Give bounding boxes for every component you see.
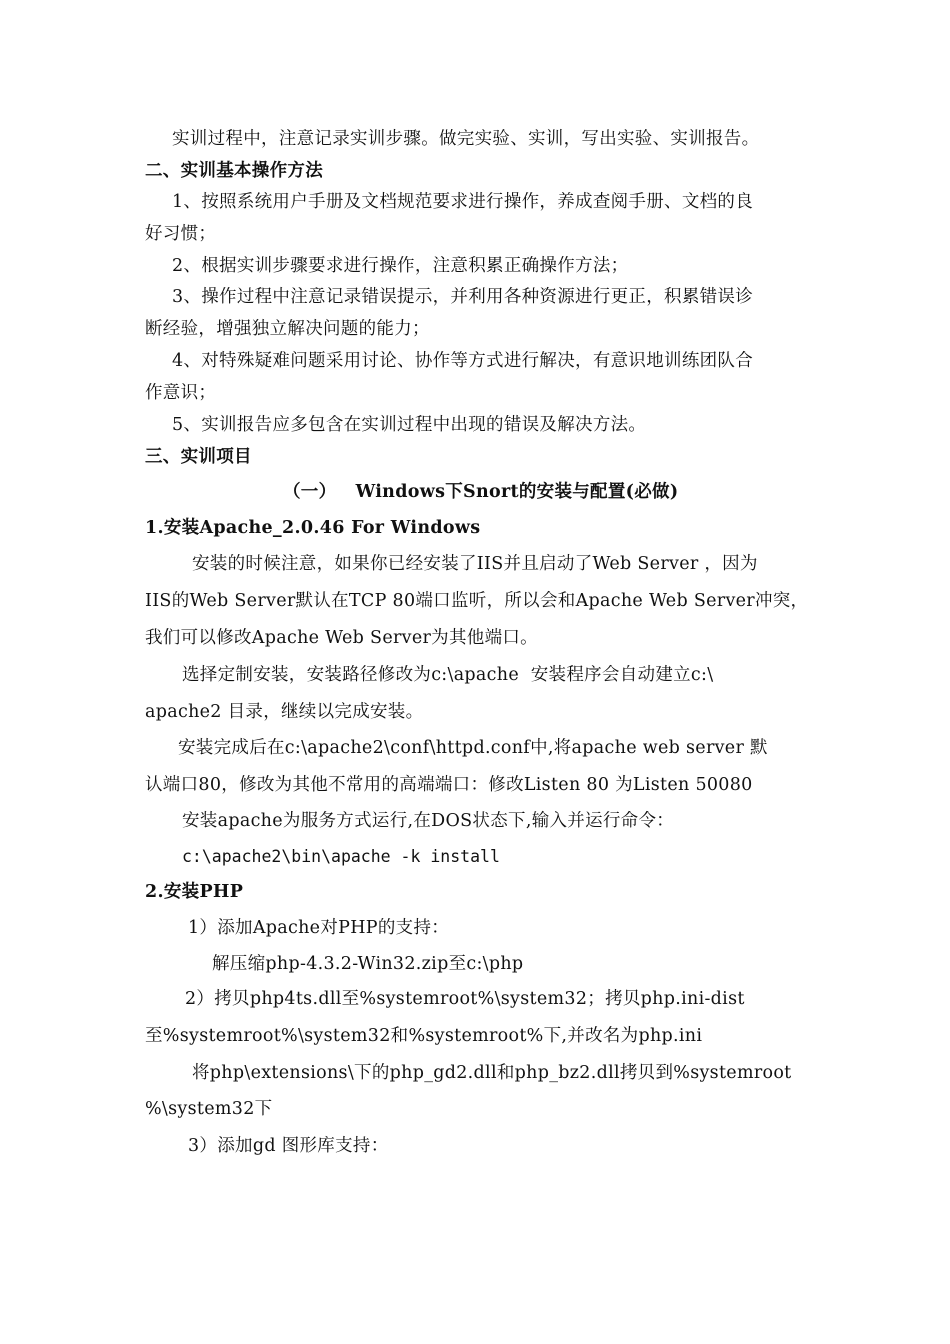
paragraph-line: %\system32下 — [145, 1099, 273, 1119]
paragraph-line: 认端口80，修改为其他不常用的高端端口：修改Listen 80 为Listen 50080 — [145, 775, 753, 795]
paragraph-line: 1）添加Apache对PHP的支持： — [188, 918, 450, 938]
paragraph-line: 安装完成后在c:\apache2\conf\httpd.conf中,将apache web server 默 — [178, 738, 768, 758]
list-item: 3、操作过程中注意记录错误提示，并利用各种资源进行更正，积累错误诊 — [172, 287, 754, 307]
list-item: 4、对特殊疑难问题采用讨论、协作等方式进行解决，有意识地训练团队合 — [172, 351, 754, 371]
paragraph-line: 2）拷贝php4ts.dll至%systemroot%\system32；拷贝php.ini-dist — [185, 989, 745, 1009]
list-item: 2、根据实训步骤要求进行操作，注意积累正确操作方法； — [172, 256, 629, 276]
subsection-title: （一） Windows下Snort的安装与配置(必做) — [283, 482, 679, 502]
paragraph-line: 安装apache为服务方式运行,在DOS状态下,输入并运行命令： — [182, 811, 675, 831]
list-item-continuation: 断经验，增强独立解决问题的能力； — [145, 319, 430, 339]
list-item: 1、按照系统用户手册及文档规范要求进行操作，养成查阅手册、文档的良 — [172, 192, 754, 212]
paragraph-line: IIS的Web Server默认在TCP 80端口监听，所以会和Apache Web Server冲突， — [145, 591, 809, 611]
paragraph-line: 选择定制安装，安装路径修改为c:\apache 安装程序会自动建立c:\ — [182, 665, 714, 685]
list-item-continuation: 好习惯； — [145, 224, 217, 244]
section-heading: 二、实训基本操作方法 — [145, 161, 323, 181]
paragraph-line: 实训过程中，注意记录实训步骤。做完实验、实训，写出实验、实训报告。 — [172, 129, 760, 149]
paragraph-line: apache2 目录，继续以完成安装。 — [145, 702, 424, 722]
paragraph-line: 将php\extensions\下的php_gd2.dll和php_bz2.dll拷贝到%systemroot — [192, 1063, 792, 1083]
step-heading: 2.安装PHP — [145, 882, 244, 902]
command-line: c:\apache2\bin\apache -k install — [182, 847, 500, 866]
paragraph-line: 3）添加gd 图形库支持： — [188, 1136, 389, 1156]
step-heading: 1.安装Apache_2.0.46 For Windows — [145, 518, 481, 538]
paragraph-line: 解压缩php-4.3.2-Win32.zip至c:\php — [212, 954, 524, 974]
list-item-continuation: 作意识； — [145, 383, 217, 403]
section-heading: 三、实训项目 — [145, 447, 252, 467]
paragraph-line: 安装的时候注意，如果你已经安装了IIS并且启动了Web Server ，因为 — [192, 554, 758, 574]
paragraph-line: 至%systemroot%\system32和%systemroot%下,并改名为php.ini — [145, 1026, 703, 1046]
list-item: 5、实训报告应多包含在实训过程中出现的错误及解决方法。 — [172, 415, 647, 435]
paragraph-line: 我们可以修改Apache Web Server为其他端口。 — [145, 628, 538, 648]
